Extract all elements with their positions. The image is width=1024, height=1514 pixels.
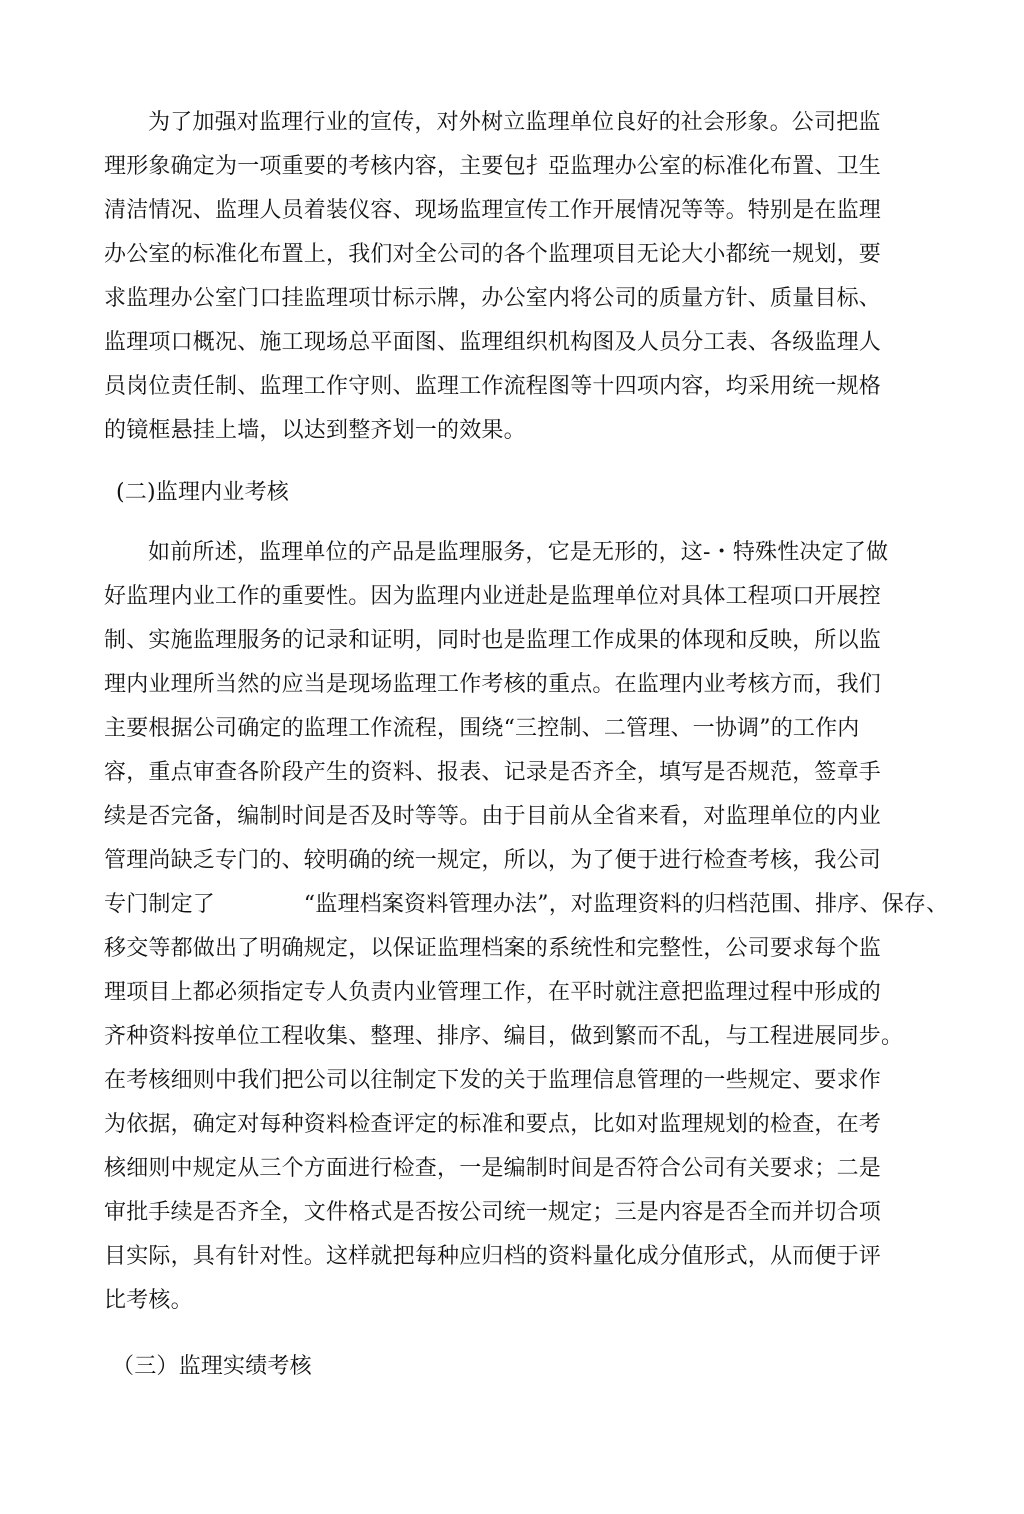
- paragraph-line: 管理尚缺乏专门的、较明确的统一规定，所以，为了便于进行检查考核，我公司: [104, 848, 882, 873]
- paragraph-line: 专门制定了 “监理档案资料管理办法”，对监理资料的归档范围、排序、保存、: [104, 892, 949, 917]
- paragraph-line: 制、实施监理服务的记录和证明，同时也是监理工作成果的体现和反映，所以监: [104, 628, 882, 653]
- paragraph-line: 理形象确定为一项重要的考核内容，主要包扌亞监理办公室的标准化布置、卫生: [104, 154, 882, 179]
- paragraph-line: 理项目上都必须指定专人负责内业管理工作，在平时就注意把监理过程中形成的: [104, 980, 882, 1005]
- paragraph-line: 的镜框悬挂上墙，以达到整齐划一的效果。: [104, 418, 526, 443]
- paragraph-line: 为了加强对监理行业的宣传，对外树立监理单位良好的社会形象。公司把监: [148, 110, 881, 135]
- paragraph-line: 容，重点审查各阶段产生的资料、报表、记录是否齐全，填写是否规范，签章手: [104, 760, 882, 785]
- paragraph-line: 在考核细则中我们把公司以往制定下发的关于监理信息管理的一些规定、要求作: [104, 1068, 882, 1093]
- paragraph-line: 好监理内业工作的重要性。因为监理内业迸赴是监理单位对具体工程项口开展控: [104, 584, 882, 609]
- paragraph-line: 移交等都做出了明确规定，以保证监理档案的系统性和完整性，公司要求每个监: [104, 936, 882, 961]
- paragraph-line: 员岗位责任制、监理工作守则、监理工作流程图等十四项内容，均采用统一规格: [104, 374, 882, 399]
- section-heading: (二)监理内业考核: [116, 480, 289, 505]
- paragraph-line: 比考核。: [104, 1288, 193, 1313]
- paragraph-line: 监理项口概况、施工现场总平面图、监理组织机构图及人员分工表、各级监理人: [104, 330, 882, 355]
- paragraph-line: 理内业理所当然的应当是现场监理工作考核的重点。在监理内业考核方而，我们: [104, 672, 882, 697]
- paragraph-line: 为依据，确定对每种资料检查评定的标准和要点，比如对监理规划的检查，在考: [104, 1112, 882, 1137]
- paragraph-line: 清洁情况、监理人员着装仪容、现场监理宣传工作开展情况等等。特别是在监理: [104, 198, 882, 223]
- section-heading: （三）监理实绩考核: [112, 1354, 312, 1379]
- paragraph-line: 目实际，具有针对性。这样就把每种应归档的资料量化成分值形式，从而便于评: [104, 1244, 882, 1269]
- paragraph-line: 求监理办公室门口挂监理项廿标示牌，办公室内将公司的质量方针、质量目标、: [104, 286, 882, 311]
- paragraph-line: 办公室的标准化布置上，我们对全公司的各个监理项目无论大小都统一规划，要: [104, 242, 882, 267]
- paragraph-line: 主要根据公司确定的监理工作流程，围绕“三控制、二管理、一协调”的工作内: [104, 716, 860, 741]
- paragraph-line: 如前所述，监理单位的产品是监理服务，它是无形的，这-・特殊性决定了做: [148, 540, 889, 565]
- paragraph-line: 齐种资料按单位工程收集、整理、排序、编目，做到繁而不乱，与工程进展同步。: [104, 1024, 904, 1049]
- paragraph-line: 审批手续是否齐全，文件格式是否按公司统一规定；三是内容是否全而并切合项: [104, 1200, 882, 1225]
- paragraph-line: 续是否完备，编制时间是否及时等等。由于目前从全省来看，对监理单位的内业: [104, 804, 882, 829]
- paragraph-line: 核细则中规定从三个方面进行检查，一是编制时间是否符合公司有关要求；二是: [104, 1156, 882, 1181]
